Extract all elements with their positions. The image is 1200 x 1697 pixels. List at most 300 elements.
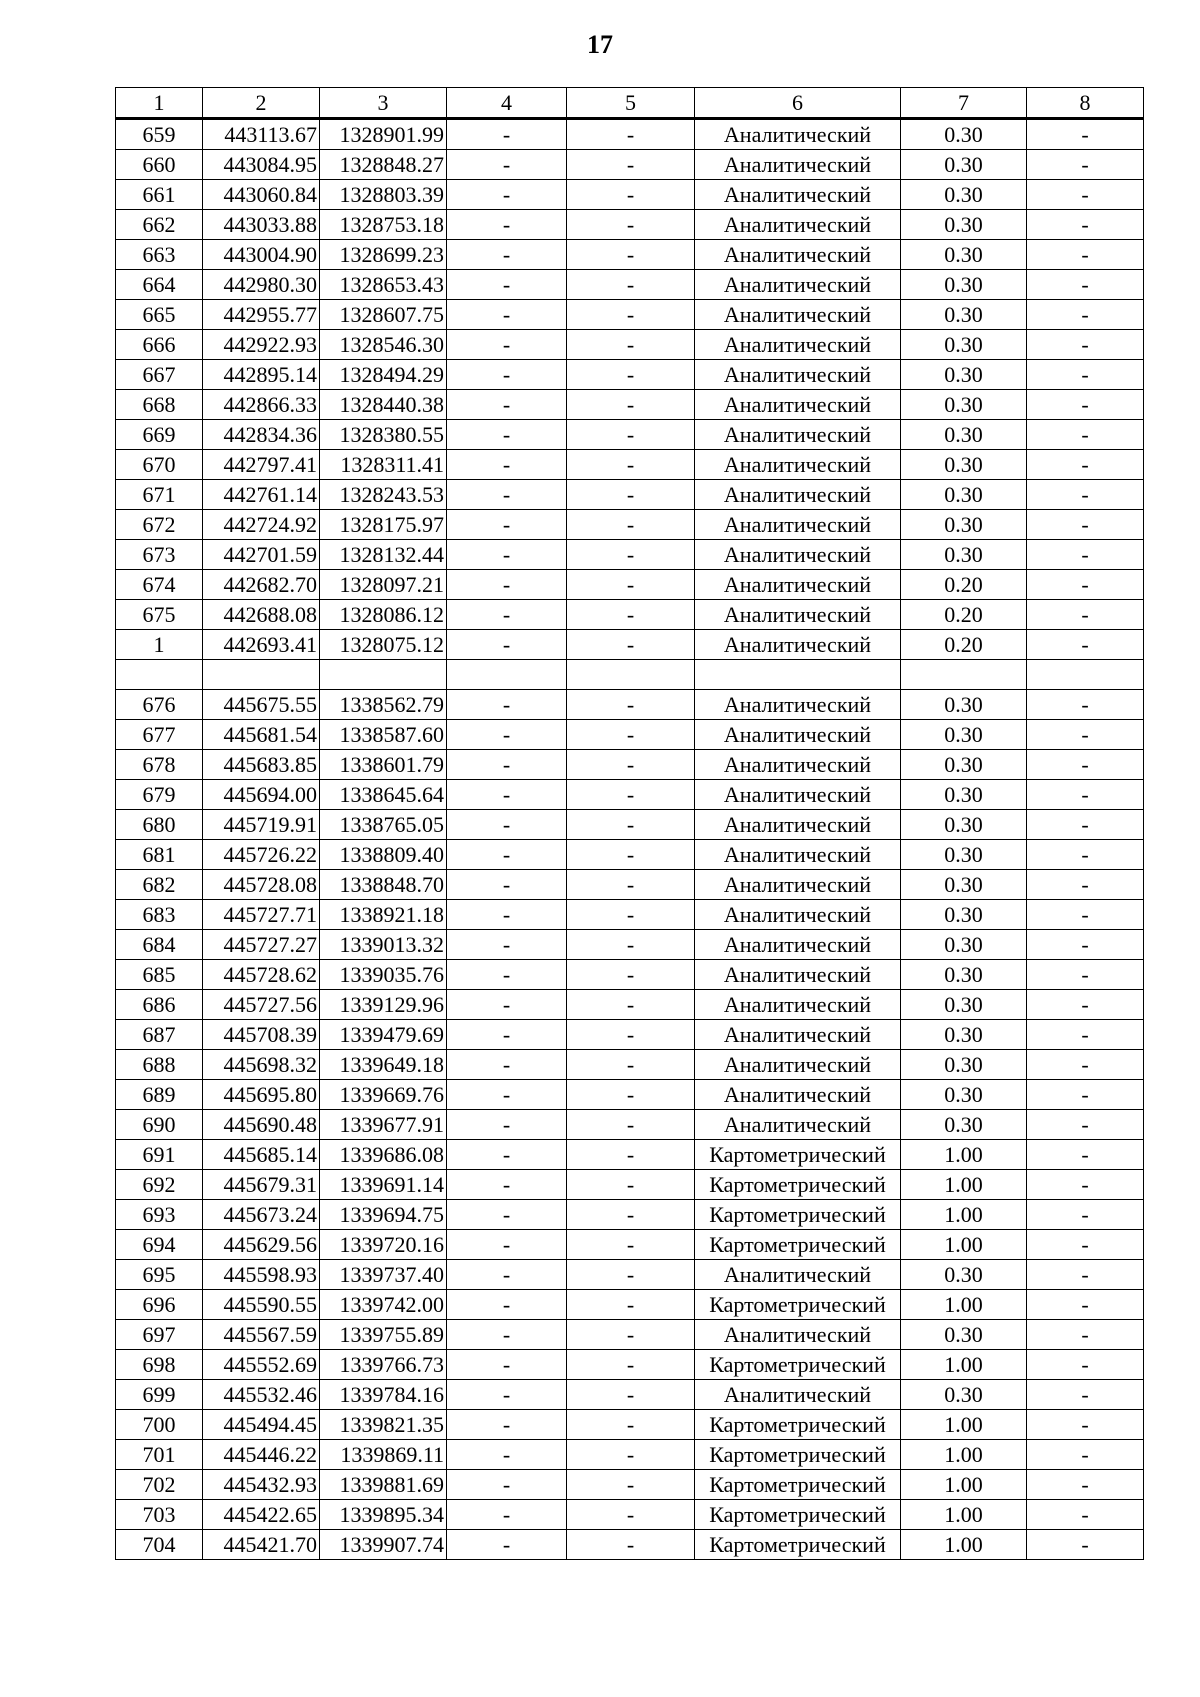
table-cell: 670 (116, 450, 203, 480)
table-cell: 687 (116, 1020, 203, 1050)
table-cell: 673 (116, 540, 203, 570)
table-cell: 1328607.75 (320, 300, 447, 330)
table-cell: - (1027, 780, 1144, 810)
table-cell: 445728.62 (203, 960, 320, 990)
table-cell: 0.20 (901, 600, 1027, 630)
table-cell: 703 (116, 1500, 203, 1530)
table-cell: 1338848.70 (320, 870, 447, 900)
table-cell: 442724.92 (203, 510, 320, 540)
table-row (116, 1020, 1144, 1050)
table-cell: - (1027, 150, 1144, 180)
table-cell: 1328075.12 (320, 630, 447, 660)
table-cell: 686 (116, 990, 203, 1020)
table-cell: 690 (116, 1110, 203, 1140)
table-cell: 0.30 (901, 1320, 1027, 1350)
table-cell: 1339720.16 (320, 1230, 447, 1260)
table-cell: - (1027, 180, 1144, 210)
table-cell: - (447, 480, 567, 510)
table-cell: 0.30 (901, 119, 1027, 150)
table-cell: - (1027, 1050, 1144, 1080)
table-cell: Картометрический (695, 1470, 901, 1500)
table-cell: - (447, 330, 567, 360)
table-cell: - (447, 960, 567, 990)
table-cell: - (567, 180, 695, 210)
table-cell: - (567, 360, 695, 390)
table-cell: 0.30 (901, 840, 1027, 870)
table-cell: - (567, 750, 695, 780)
table-cell: Аналитический (695, 780, 901, 810)
column-header: 7 (901, 88, 1027, 119)
table-cell: - (447, 990, 567, 1020)
table-cell: - (447, 1320, 567, 1350)
table-cell: 671 (116, 480, 203, 510)
table-cell: - (1027, 1440, 1144, 1470)
table-cell: - (567, 810, 695, 840)
table-cell: 1339677.91 (320, 1110, 447, 1140)
table-cell: 442688.08 (203, 600, 320, 630)
table-cell: 442980.30 (203, 270, 320, 300)
table-row (116, 720, 1144, 750)
table-cell: 442955.77 (203, 300, 320, 330)
table-cell: 0.30 (901, 1080, 1027, 1110)
table-cell: - (1027, 630, 1144, 660)
table-row (116, 900, 1144, 930)
table-row (116, 1500, 1144, 1530)
table-cell: 0.30 (901, 300, 1027, 330)
table-cell: 1.00 (901, 1530, 1027, 1560)
table-row (116, 1410, 1144, 1440)
table-row (116, 540, 1144, 570)
table-cell: 1339035.76 (320, 960, 447, 990)
table-cell: 443004.90 (203, 240, 320, 270)
table-cell: - (567, 1290, 695, 1320)
table-cell: - (447, 630, 567, 660)
table-cell: 675 (116, 600, 203, 630)
table-row (116, 1110, 1144, 1140)
table-cell: 1.00 (901, 1230, 1027, 1260)
table-cell: 1338809.40 (320, 840, 447, 870)
table-cell: 1.00 (901, 1470, 1027, 1500)
table-cell: 443033.88 (203, 210, 320, 240)
table-row (116, 150, 1144, 180)
table-cell: Картометрический (695, 1410, 901, 1440)
table-cell: 0.30 (901, 150, 1027, 180)
table-cell: 697 (116, 1320, 203, 1350)
table-cell: 1328132.44 (320, 540, 447, 570)
table-cell: 1.00 (901, 1500, 1027, 1530)
table-cell: 0.30 (901, 870, 1027, 900)
table-cell: - (447, 119, 567, 150)
table-cell: Аналитический (695, 1320, 901, 1350)
table-cell: 445567.59 (203, 1320, 320, 1350)
table-cell: - (1027, 810, 1144, 840)
table-cell: 695 (116, 1260, 203, 1290)
table-cell: 442922.93 (203, 330, 320, 360)
table-row (116, 330, 1144, 360)
table-cell: - (1027, 1110, 1144, 1140)
table-cell: 1328380.55 (320, 420, 447, 450)
table-row (116, 1440, 1144, 1470)
table-cell: 668 (116, 390, 203, 420)
table-cell: 0.30 (901, 990, 1027, 1020)
table-cell: 1.00 (901, 1410, 1027, 1440)
table-cell: 0.30 (901, 780, 1027, 810)
table-cell: 0.30 (901, 330, 1027, 360)
table-cell: Аналитический (695, 510, 901, 540)
table-row (116, 930, 1144, 960)
table-cell: 445421.70 (203, 1530, 320, 1560)
table-cell: - (447, 600, 567, 630)
table-cell: 1338921.18 (320, 900, 447, 930)
table-cell: 1339691.14 (320, 1170, 447, 1200)
table-cell: - (1027, 1080, 1144, 1110)
table-cell (447, 660, 567, 690)
table-cell: 699 (116, 1380, 203, 1410)
table-cell: 683 (116, 900, 203, 930)
table-cell: 1339129.96 (320, 990, 447, 1020)
table-cell: 442866.33 (203, 390, 320, 420)
table-row (116, 960, 1144, 990)
page-number: 17 (587, 30, 613, 59)
table-cell: 1338601.79 (320, 750, 447, 780)
table-row (116, 1530, 1144, 1560)
table-cell: - (447, 1080, 567, 1110)
table-row (116, 660, 1144, 690)
table-cell: 1.00 (901, 1170, 1027, 1200)
table-cell: - (567, 960, 695, 990)
table-cell: 1328699.23 (320, 240, 447, 270)
table-cell: 1328494.29 (320, 360, 447, 390)
table-cell: - (447, 360, 567, 390)
table-cell: 0.30 (901, 480, 1027, 510)
table-cell: - (1027, 1410, 1144, 1440)
table-cell: - (447, 1170, 567, 1200)
table-cell: - (567, 210, 695, 240)
table-cell: 1339881.69 (320, 1470, 447, 1500)
table-cell: Аналитический (695, 690, 901, 720)
table-cell: - (1027, 990, 1144, 1020)
table-cell: 676 (116, 690, 203, 720)
table-cell: 1339737.40 (320, 1260, 447, 1290)
column-header: 6 (695, 88, 901, 119)
table-cell: Аналитический (695, 390, 901, 420)
table-cell: 1328175.97 (320, 510, 447, 540)
table-cell: - (447, 810, 567, 840)
table-row (116, 630, 1144, 660)
table-cell: 0.30 (901, 1260, 1027, 1290)
table-cell: 692 (116, 1170, 203, 1200)
table-cell: - (1027, 840, 1144, 870)
table-cell (116, 660, 203, 690)
table-cell: 445552.69 (203, 1350, 320, 1380)
table-row (116, 360, 1144, 390)
table-cell: - (1027, 600, 1144, 630)
table-cell: - (1027, 480, 1144, 510)
table-cell: - (567, 330, 695, 360)
table-cell: 666 (116, 330, 203, 360)
table-cell: - (567, 1230, 695, 1260)
table-cell: 1328097.21 (320, 570, 447, 600)
table-cell: 0.30 (901, 900, 1027, 930)
table-row (116, 1080, 1144, 1110)
table-cell: 693 (116, 1200, 203, 1230)
table-row (116, 1350, 1144, 1380)
table-row (116, 1470, 1144, 1500)
table-cell: - (447, 390, 567, 420)
table-cell: 445590.55 (203, 1290, 320, 1320)
table-cell: 1328848.27 (320, 150, 447, 180)
table-cell: - (1027, 1140, 1144, 1170)
table-cell: - (1027, 330, 1144, 360)
table-cell: - (567, 870, 695, 900)
table-cell: - (447, 1380, 567, 1410)
table-cell: 702 (116, 1470, 203, 1500)
table-cell (567, 660, 695, 690)
table-cell: - (567, 1110, 695, 1140)
coordinates-table (115, 87, 1144, 1560)
table-cell: 445681.54 (203, 720, 320, 750)
table-cell: Картометрический (695, 1500, 901, 1530)
table-cell: Аналитический (695, 630, 901, 660)
table-cell: 1339821.35 (320, 1410, 447, 1440)
table-cell: Аналитический (695, 1080, 901, 1110)
table-row (116, 1230, 1144, 1260)
column-header: 3 (320, 88, 447, 119)
table-cell: - (567, 690, 695, 720)
table-cell: - (1027, 119, 1144, 150)
table-cell: - (447, 210, 567, 240)
table-cell: - (1027, 1470, 1144, 1500)
table-cell: Аналитический (695, 1020, 901, 1050)
table-cell: - (447, 420, 567, 450)
table-cell: 445532.46 (203, 1380, 320, 1410)
column-header: 2 (203, 88, 320, 119)
table-cell: 684 (116, 930, 203, 960)
table-cell: 674 (116, 570, 203, 600)
table-cell: 672 (116, 510, 203, 540)
table-cell: - (447, 270, 567, 300)
table-cell: - (567, 1380, 695, 1410)
table-cell: 445690.48 (203, 1110, 320, 1140)
table-cell: Аналитический (695, 150, 901, 180)
table-cell: - (567, 420, 695, 450)
table-cell: 1339694.75 (320, 1200, 447, 1230)
table-cell: 1339479.69 (320, 1020, 447, 1050)
column-header: 5 (567, 88, 695, 119)
table-cell: 442797.41 (203, 450, 320, 480)
table-cell: - (567, 1350, 695, 1380)
table-cell: 445727.71 (203, 900, 320, 930)
table-cell: - (1027, 300, 1144, 330)
table-cell: 445598.93 (203, 1260, 320, 1290)
table-cell: - (567, 1440, 695, 1470)
table-cell: 445708.39 (203, 1020, 320, 1050)
table-cell: 1328311.41 (320, 450, 447, 480)
table-cell: - (447, 1470, 567, 1500)
table-cell: 1339686.08 (320, 1140, 447, 1170)
table-cell (901, 660, 1027, 690)
table-cell: 667 (116, 360, 203, 390)
table-cell: Аналитический (695, 1260, 901, 1290)
table-cell: 442701.59 (203, 540, 320, 570)
table-cell: - (447, 1350, 567, 1380)
table-cell: - (1027, 690, 1144, 720)
table-cell: - (567, 780, 695, 810)
table-cell: Аналитический (695, 240, 901, 270)
table-cell: 1328803.39 (320, 180, 447, 210)
table-cell: - (447, 450, 567, 480)
table-cell: - (567, 1170, 695, 1200)
table-cell: - (447, 1500, 567, 1530)
table-cell: - (447, 1290, 567, 1320)
table-row (116, 180, 1144, 210)
table-cell: Аналитический (695, 900, 901, 930)
table-cell: 689 (116, 1080, 203, 1110)
table-cell: - (1027, 420, 1144, 450)
table-row (116, 1260, 1144, 1290)
table-cell: - (567, 900, 695, 930)
table-row (116, 570, 1144, 600)
table-cell: - (447, 1050, 567, 1080)
table-cell: - (447, 900, 567, 930)
table-cell: 443113.67 (203, 119, 320, 150)
table-row (116, 240, 1144, 270)
table-cell: - (447, 540, 567, 570)
column-header: 1 (116, 88, 203, 119)
table-cell: - (1027, 1380, 1144, 1410)
table-cell: - (1027, 720, 1144, 750)
table-cell: 0.30 (901, 750, 1027, 780)
table-cell: - (567, 1320, 695, 1350)
table-cell: - (447, 930, 567, 960)
table-cell: 1.00 (901, 1140, 1027, 1170)
table-cell: 696 (116, 1290, 203, 1320)
table-cell: - (1027, 1290, 1144, 1320)
table-cell: - (1027, 570, 1144, 600)
table-cell: - (447, 240, 567, 270)
table-cell: - (567, 1500, 695, 1530)
table-cell: 1339013.32 (320, 930, 447, 960)
table-row (116, 750, 1144, 780)
table-cell: Картометрический (695, 1230, 901, 1260)
table-cell: 0.30 (901, 690, 1027, 720)
table-cell: - (1027, 900, 1144, 930)
table-cell: - (1027, 930, 1144, 960)
table-row (116, 1380, 1144, 1410)
table-row (116, 1200, 1144, 1230)
table-cell: Аналитический (695, 210, 901, 240)
table-cell: - (447, 570, 567, 600)
table-cell: - (567, 1470, 695, 1500)
table-row (116, 1140, 1144, 1170)
table-cell: - (1027, 510, 1144, 540)
table-row (116, 270, 1144, 300)
table-cell: - (567, 540, 695, 570)
table-cell: - (567, 1530, 695, 1560)
table-cell: - (447, 720, 567, 750)
table-row (116, 870, 1144, 900)
table-cell: Аналитический (695, 360, 901, 390)
table-cell: 445728.08 (203, 870, 320, 900)
table-cell (203, 660, 320, 690)
table-cell: - (447, 840, 567, 870)
table-row (116, 510, 1144, 540)
table-cell: - (447, 780, 567, 810)
table-cell: 445446.22 (203, 1440, 320, 1470)
table-cell: 0.30 (901, 810, 1027, 840)
table-cell: 1328086.12 (320, 600, 447, 630)
table-cell: - (567, 1080, 695, 1110)
table-cell: - (447, 1410, 567, 1440)
table-cell: - (567, 1200, 695, 1230)
table-cell: 1.00 (901, 1290, 1027, 1320)
table-cell: 1.00 (901, 1350, 1027, 1380)
table-cell: 0.30 (901, 180, 1027, 210)
table-cell: Аналитический (695, 480, 901, 510)
table-cell: - (567, 119, 695, 150)
table-cell: Аналитический (695, 1110, 901, 1140)
table-cell: 445679.31 (203, 1170, 320, 1200)
table-cell: 663 (116, 240, 203, 270)
table-cell: 1338562.79 (320, 690, 447, 720)
table-cell: 0.30 (901, 270, 1027, 300)
table-row (116, 990, 1144, 1020)
table-cell: - (1027, 750, 1144, 780)
table-cell: - (447, 510, 567, 540)
table-body (116, 119, 1144, 1560)
table-cell: 0.30 (901, 420, 1027, 450)
table-cell: Аналитический (695, 930, 901, 960)
table-cell: 442693.41 (203, 630, 320, 660)
table-cell: 442761.14 (203, 480, 320, 510)
table-cell: 665 (116, 300, 203, 330)
table-cell: - (1027, 1200, 1144, 1230)
table-cell: - (1027, 360, 1144, 390)
table-cell: - (567, 630, 695, 660)
table-cell: 682 (116, 870, 203, 900)
table-cell: - (447, 1020, 567, 1050)
table-cell: 660 (116, 150, 203, 180)
table-cell: Аналитический (695, 119, 901, 150)
table-cell: 445432.93 (203, 1470, 320, 1500)
table-cell: - (1027, 1500, 1144, 1530)
table-cell: 0.30 (901, 1050, 1027, 1080)
table-cell: - (567, 1410, 695, 1440)
table-cell: - (447, 1110, 567, 1140)
table-row (116, 690, 1144, 720)
table-cell: - (1027, 1530, 1144, 1560)
table-cell: 445694.00 (203, 780, 320, 810)
table-cell: 1328546.30 (320, 330, 447, 360)
table-cell: - (567, 840, 695, 870)
table-cell: - (567, 270, 695, 300)
table-cell: Аналитический (695, 810, 901, 840)
table-row (116, 810, 1144, 840)
table-cell: Картометрический (695, 1290, 901, 1320)
table-row (116, 450, 1144, 480)
table-cell: - (1027, 1020, 1144, 1050)
table-cell: 442895.14 (203, 360, 320, 390)
table-cell: Аналитический (695, 450, 901, 480)
table-cell: 691 (116, 1140, 203, 1170)
table-cell: - (447, 150, 567, 180)
table-cell: 1.00 (901, 1200, 1027, 1230)
table-cell: 1339649.18 (320, 1050, 447, 1080)
table-cell: - (447, 1200, 567, 1230)
table-cell: 443060.84 (203, 180, 320, 210)
table-cell: 445494.45 (203, 1410, 320, 1440)
table-row (116, 1320, 1144, 1350)
